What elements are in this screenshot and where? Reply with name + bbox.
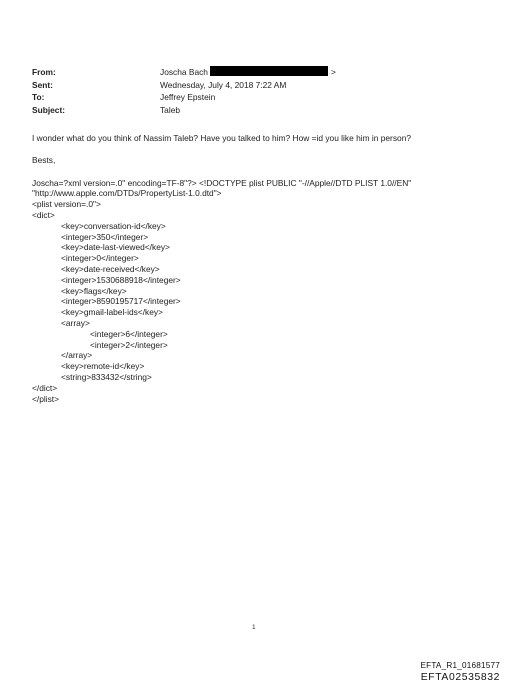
xml-line: Joscha=?xml version=.0" encoding=TF-8"?> <!DOCTYPE plist PUBLIC "-//Apple//DTD PLIST 1.0//EN"	[32, 177, 412, 188]
xml-line: </array>	[61, 350, 93, 361]
from-row	[32, 66, 336, 79]
email-header	[32, 66, 336, 116]
xml-line: </dict>	[32, 382, 58, 393]
to-label: To:	[32, 92, 45, 103]
page-number: 1	[252, 624, 256, 631]
subject-row	[32, 104, 336, 117]
from-value	[160, 66, 336, 79]
to-row	[32, 91, 336, 104]
plist-xml-block	[32, 178, 472, 405]
sent-value: Wednesday, July 4, 2018 7:22 AM	[160, 79, 287, 90]
email-body	[32, 133, 472, 404]
redaction-block	[210, 66, 328, 76]
message-text: I wonder what do you think of Nassim Taleb? Have you talked to him? How =id you like him in person?	[32, 133, 412, 143]
bates-stamp-primary: EFTA_R1_01681577	[420, 661, 500, 670]
xml-line: <key>date-received</key>	[61, 263, 160, 274]
xml-line: <string>833432</string>	[61, 371, 152, 382]
sent-row	[32, 79, 336, 92]
xml-line: <key>conversation-id</key>	[61, 220, 166, 231]
subject-label: Subject:	[32, 104, 66, 115]
to-value: Jeffrey Epstein	[160, 92, 216, 103]
xml-line: <key>gmail-label-ids</key>	[61, 307, 163, 318]
xml-line: <integer>2</integer>	[90, 339, 168, 350]
xml-line: <integer>6</integer>	[90, 328, 168, 339]
xml-line: <integer>1530688918</integer>	[61, 274, 181, 285]
xml-line: <key>remote-id</key>	[61, 361, 145, 372]
xml-line: <plist version=.0">	[32, 199, 101, 210]
xml-line: </plist>	[32, 393, 60, 404]
from-name: Joscha Bach	[160, 67, 208, 77]
xml-line: <integer>8590195717</integer>	[61, 296, 181, 307]
signoff-text: Bests,	[32, 154, 56, 165]
xml-line: <array>	[61, 317, 90, 328]
xml-line: <integer>350</integer>	[61, 231, 149, 242]
xml-line: "http://www.apple.com/DTDs/PropertyList-1.0.dtd">	[32, 188, 222, 199]
from-tail: >	[330, 67, 336, 77]
sent-label: Sent:	[32, 79, 53, 90]
subject-value: Taleb	[160, 104, 181, 115]
bates-stamp-secondary: EFTA02535832	[420, 672, 500, 683]
xml-line: <dict>	[32, 209, 55, 220]
xml-line: <integer>0</integer>	[61, 253, 139, 264]
from-label: From:	[32, 67, 56, 77]
xml-line: <key>date-last-viewed</key>	[61, 242, 170, 253]
xml-line: <key>flags</key>	[61, 285, 127, 296]
